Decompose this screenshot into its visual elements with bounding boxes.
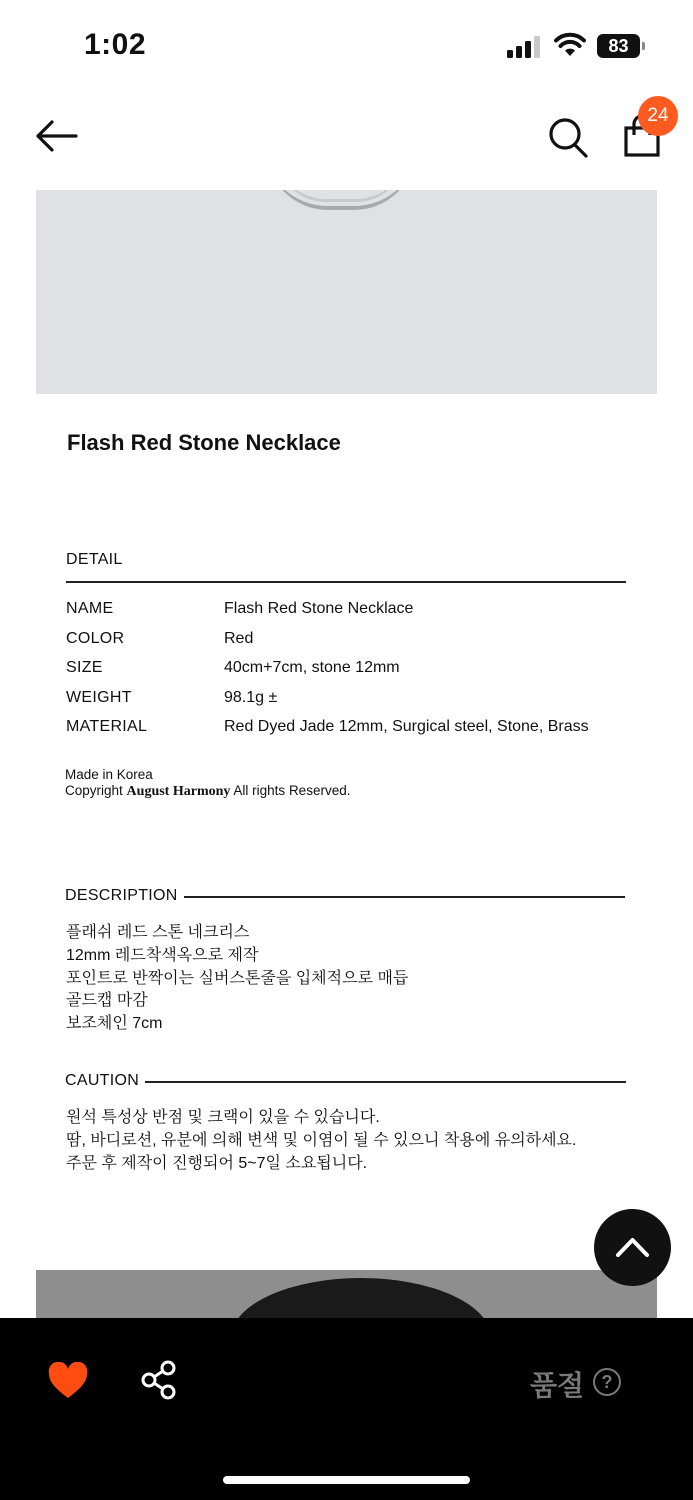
copyright-prefix: Copyright xyxy=(65,783,123,798)
search-icon[interactable] xyxy=(544,114,592,160)
description-line: 플래쉬 레드 스톤 네크리스 xyxy=(66,924,250,941)
caution-heading: CAUTION xyxy=(65,1072,145,1090)
detail-value: 40cm+7cm, stone 12mm xyxy=(224,659,400,676)
detail-value: Flash Red Stone Necklace xyxy=(224,600,414,617)
chevron-up-icon xyxy=(594,1209,671,1286)
detail-divider xyxy=(66,581,626,583)
sold-out-label: 품절 xyxy=(530,1369,585,1402)
detail-value: Red Dyed Jade 12mm, Surgical steel, Stone, Brass xyxy=(224,718,589,735)
product-image xyxy=(36,190,657,394)
description-line: 골드캡 마감 xyxy=(66,992,148,1009)
description-line: 포인트로 반짝이는 실버스톤줄을 입체적으로 매듭 xyxy=(66,970,409,987)
product-title: Flash Red Stone Necklace xyxy=(67,430,341,455)
caution-line: 원석 특성상 반점 및 크랙이 있을 수 있습니다. xyxy=(66,1109,380,1126)
battery-icon xyxy=(597,34,645,58)
detail-value: Red xyxy=(224,630,254,647)
home-indicator xyxy=(223,1476,470,1484)
share-icon[interactable] xyxy=(140,1360,178,1400)
brand-name: August Harmony xyxy=(126,784,231,799)
description-heading: DESCRIPTION xyxy=(65,887,184,905)
description-line: 보조체인 7cm xyxy=(66,1015,163,1032)
copyright-text xyxy=(65,783,350,800)
detail-row-name xyxy=(66,600,646,628)
detail-row-weight xyxy=(66,689,646,717)
detail-key: MATERIAL xyxy=(66,718,148,735)
wifi-icon xyxy=(554,32,586,58)
detail-row-color xyxy=(66,630,646,658)
caution-divider xyxy=(66,1081,626,1083)
scroll-to-top-button[interactable] xyxy=(594,1209,671,1286)
copyright-suffix: All rights Reserved. xyxy=(233,783,351,798)
help-icon[interactable]: ? xyxy=(593,1368,621,1396)
status-time: 1:02 xyxy=(84,28,147,61)
detail-key: NAME xyxy=(66,600,114,617)
detail-row-material xyxy=(66,718,646,746)
caution-line: 땀, 바디로션, 유분에 의해 변색 및 이염이 될 수 있으니 착용에 유의하세요. xyxy=(66,1132,577,1149)
bottom-action-bar xyxy=(0,1318,693,1500)
cart-count-badge: 24 xyxy=(638,96,678,136)
detail-row-size xyxy=(66,659,646,687)
cellular-signal-icon xyxy=(507,36,543,58)
detail-value: 98.1g ± xyxy=(224,689,278,706)
made-in-text: Made in Korea xyxy=(65,767,153,782)
detail-key: WEIGHT xyxy=(66,689,132,706)
back-arrow-icon[interactable] xyxy=(30,114,82,158)
heart-icon[interactable] xyxy=(48,1362,88,1400)
caution-line: 주문 후 제작이 진행되어 5~7일 소요됩니다. xyxy=(66,1155,368,1172)
description-line: 12mm 레드착색옥으로 제작 xyxy=(66,947,259,964)
product-image-2 xyxy=(36,1270,657,1320)
detail-key: COLOR xyxy=(66,630,125,647)
detail-heading: DETAIL xyxy=(66,551,129,569)
top-nav xyxy=(0,96,693,180)
status-bar xyxy=(0,0,693,92)
battery-level: 83 xyxy=(597,34,640,58)
detail-key: SIZE xyxy=(66,659,103,676)
